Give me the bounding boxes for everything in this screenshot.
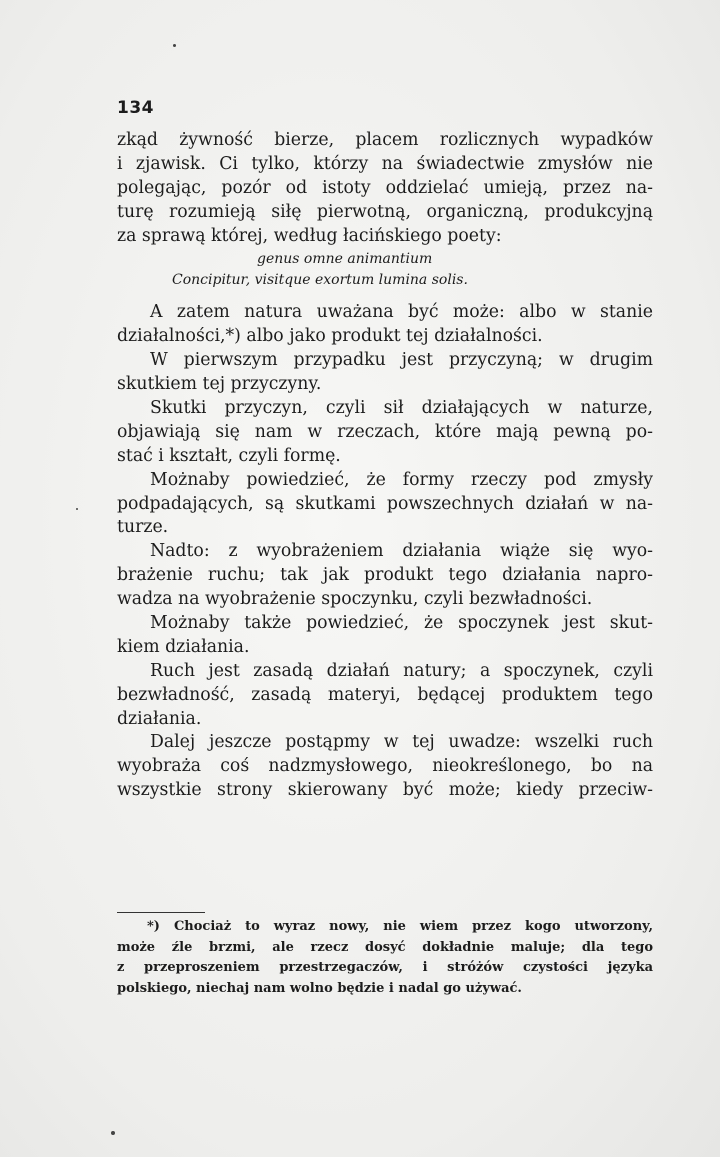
text-line: zkąd żywność bierze, placem rozlicznych wypadków bbox=[117, 130, 653, 150]
footnote-line: może źle brzmi, ale rzecz dosyć dokładnie maluje; dla tego bbox=[117, 939, 653, 955]
paragraph-line: kiem działania. bbox=[117, 636, 250, 657]
paragraph-line: turze. bbox=[117, 517, 169, 538]
verse-line: Concipitur, visitque exortum lumina solis. bbox=[172, 272, 468, 289]
paragraph-line: Ruch jest zasadą działań natury; a spoczynek, czyli bbox=[150, 660, 653, 681]
page-number: 134 bbox=[117, 98, 154, 118]
paragraph-line: Możnaby także powiedzieć, że spoczynek jest skut- bbox=[150, 613, 653, 634]
footnote-line: polskiego, niechaj nam wolno będzie i nadal go używać. bbox=[117, 980, 522, 996]
paragraph-line: brażenie ruchu; tak jak produkt tego działania napro- bbox=[117, 565, 653, 586]
paragraph-line: działalności,*) albo jako produkt tej działalności. bbox=[117, 326, 543, 347]
paragraph-line: Skutki przyczyn, czyli sił działających w naturze, bbox=[150, 398, 653, 419]
paragraph-line: objawiają się nam w rzeczach, które mają pewną po- bbox=[117, 421, 653, 442]
text-line: i zjawisk. Ci tylko, którzy na świadectwie zmysłów nie bbox=[117, 153, 653, 174]
text-line: polegając, pozór od istoty oddzielać umieją, przez na- bbox=[117, 177, 653, 198]
paragraph-line: Nadto: z wyobrażeniem działania wiąże się wyo- bbox=[150, 541, 653, 562]
text-line: za sprawą której, według łacińskiego poety: bbox=[117, 225, 502, 246]
paragraph-line: W pierwszym przypadku jest przyczyną; w drugim bbox=[150, 350, 653, 371]
scan-speck bbox=[76, 508, 78, 510]
paragraph-line: działania. bbox=[117, 708, 202, 729]
text-line: turę rozumieją siłę pierwotną, organiczną, produkcyjną bbox=[117, 201, 653, 222]
scan-speck bbox=[111, 1131, 115, 1135]
paragraph-line: wyobraża coś nadzmysłowego, nieokreślonego, bo na bbox=[117, 756, 653, 777]
paragraph-line: bezwładność, zasadą materyi, będącej produktem tego bbox=[117, 684, 653, 705]
paragraph-line: skutkiem tej przyczyny. bbox=[117, 374, 322, 395]
footnote-line: z przeproszeniem przestrzegaczów, i stróżów czystości języka bbox=[117, 960, 653, 975]
paragraph-line: A zatem natura uważana być może: albo w stanie bbox=[150, 302, 653, 323]
scan-speck bbox=[173, 44, 176, 47]
footnote-divider bbox=[117, 912, 205, 913]
footnote-line: *) Chociaż to wyraz nowy, nie wiem przez kogo utworzony, bbox=[147, 919, 653, 934]
main-text bbox=[117, 129, 653, 803]
paragraph-line: wadza na wyobrażenie spoczynku, czyli bezwładności. bbox=[117, 589, 593, 610]
verse-line: genus omne animantium bbox=[257, 251, 433, 268]
paragraph-line: podpadających, są skutkami powszechnych działań w na- bbox=[117, 493, 653, 514]
footnote bbox=[117, 917, 653, 999]
paragraph-line: Możnaby powiedzieć, że formy rzeczy pod zmysły bbox=[150, 469, 653, 490]
paragraph-line: stać i kształt, czyli formę. bbox=[117, 445, 341, 466]
paragraph-line: Dalej jeszcze postąpmy w tej uwadze: wszelki ruch bbox=[150, 732, 653, 753]
paragraph-line: wszystkie strony skierowany być może; kiedy przeciw- bbox=[117, 780, 653, 801]
